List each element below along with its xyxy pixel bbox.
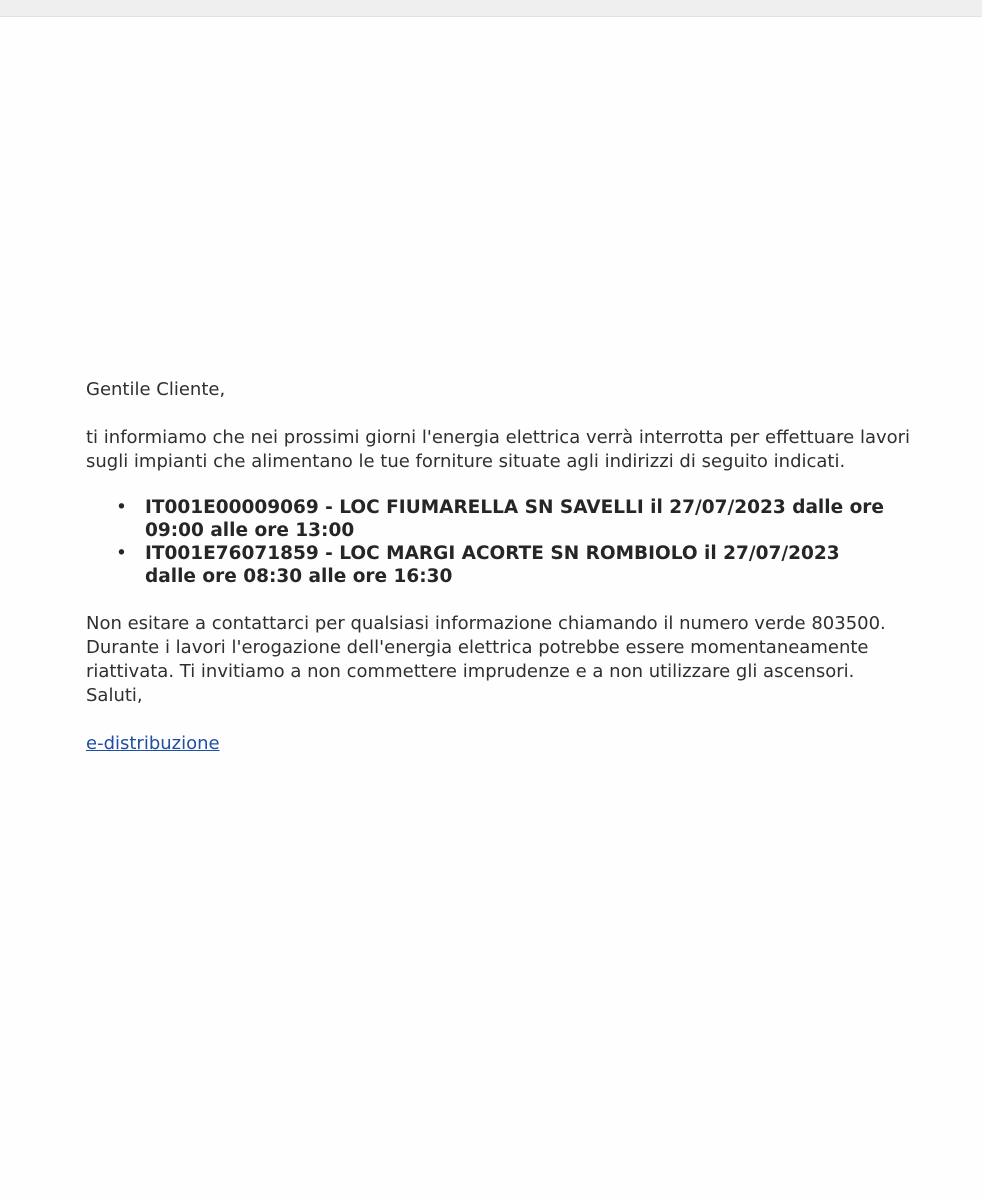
outage-line: 09:00 alle ore 13:00 [145,520,355,541]
e-distribuzione-link[interactable]: e-distribuzione [86,733,220,754]
bullet-icon: • [116,497,127,518]
outage-item [86,542,886,588]
contact-line: Durante i lavori l'erogazione dell'energia elettrica potrebbe essere momentaneamente [86,637,869,658]
intro-line: ti informiamo che nei prossimi giorni l'energia elettrica verrà interrotta per effettuare lavori [86,427,911,448]
intro-paragraph [86,426,911,474]
outage-line: IT001E76071859 - LOC MARGI ACORTE SN ROMBIOLO il 27/07/2023 [145,543,840,564]
contact-line: riattivata. Ti invitiamo a non commettere imprudenze e a non utilizzare gli ascensori. [86,661,855,682]
greeting: Gentile Cliente, [86,379,226,400]
outage-list [86,496,886,588]
bullet-icon: • [116,543,127,564]
outage-item [86,496,886,542]
intro-line: sugli impianti che alimentano le tue forniture situate agli indirizzi di seguito indicati. [86,451,846,472]
contact-line: Non esitare a contattarci per qualsiasi informazione chiamando il numero verde 803500. [86,613,886,634]
outage-line: IT001E00009069 - LOC FIUMARELLA SN SAVELLI il 27/07/2023 dalle ore [145,497,884,518]
page-top-edge [0,0,982,17]
outage-line: dalle ore 08:30 alle ore 16:30 [145,566,453,587]
closing-line: Saluti, [86,685,143,706]
letter-body [86,378,911,756]
contact-paragraph [86,612,886,708]
